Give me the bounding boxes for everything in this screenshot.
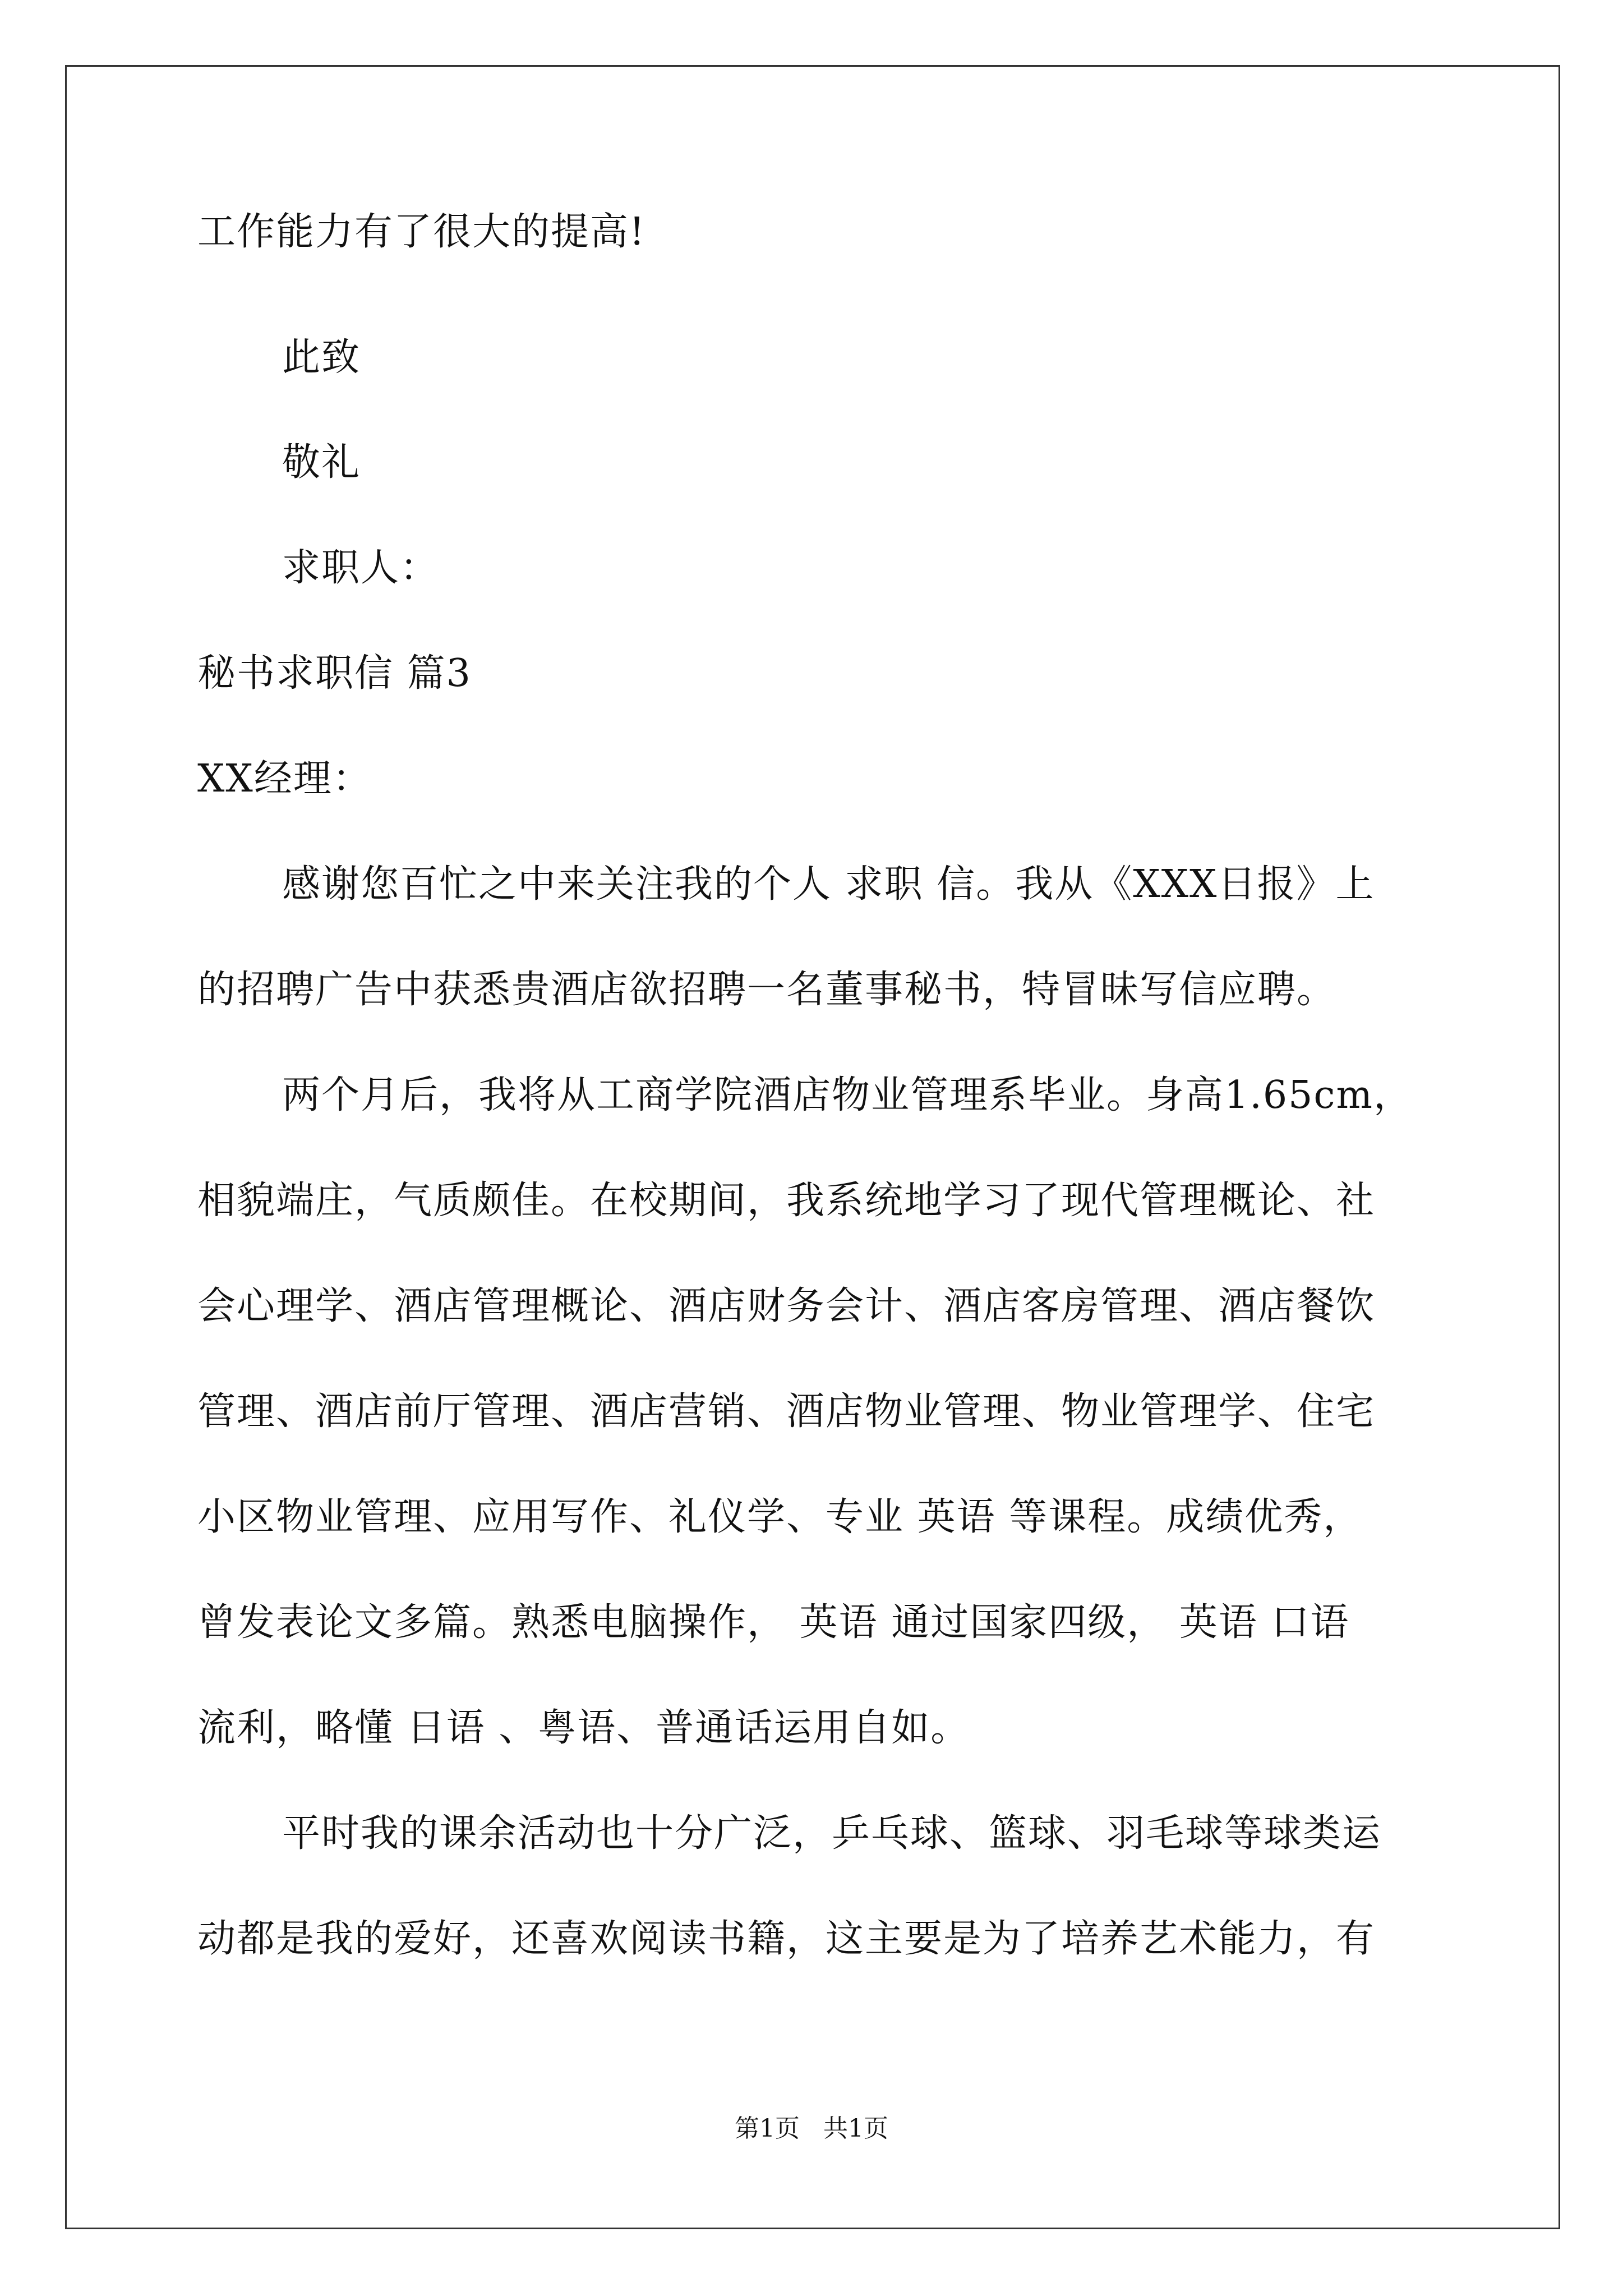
paragraph-2-line-3: 会心理学、酒店管理概论、酒店财务会计、酒店客房管理、酒店餐饮 bbox=[197, 1284, 1376, 1328]
paragraph-2-line-7: 流利，略懂 日语 、粤语、普通话运用自如。 bbox=[197, 1706, 970, 1750]
paragraph-2-line-5: 小区物业管理、应用写作、礼仪学、专业 英语 等课程。成绩优秀， bbox=[197, 1495, 1363, 1539]
closing-salutation: 此致 bbox=[282, 335, 361, 380]
paragraph-2-line-6: 曾发表论文多篇。熟悉电脑操作， 英语 通过国家四级， 英语 口语 bbox=[197, 1600, 1350, 1645]
paragraph-2-line-4: 管理、酒店前厅管理、酒店营销、酒店物业管理、物业管理学、住宅 bbox=[197, 1389, 1376, 1434]
page-border bbox=[65, 65, 1560, 2229]
text-line-continuation: 工作能力有了很大的提高! bbox=[197, 210, 646, 254]
paragraph-2-line-1: 两个月后，我将从工商学院酒店物业管理系毕业。身高1.65cm， bbox=[282, 1073, 1413, 1117]
signature-label: 求职人： bbox=[282, 546, 440, 590]
section-heading: 秘书求职信 篇3 bbox=[197, 651, 472, 696]
paragraph-3-line-1: 平时我的课余活动也十分广泛，乒乓球、篮球、羽毛球等球类运 bbox=[282, 1811, 1382, 1856]
paragraph-3-line-2: 动都是我的爱好，还喜欢阅读书籍，这主要是为了培养艺术能力，有 bbox=[197, 1917, 1376, 1961]
paragraph-2-line-2: 相貌端庄，气质颇佳。在校期间，我系统地学习了现代管理概论、社 bbox=[197, 1179, 1376, 1223]
paragraph-1-line-2: 的招聘广告中获悉贵酒店欲招聘一名董事秘书，特冒昧写信应聘。 bbox=[197, 968, 1336, 1012]
closing-regards: 敬礼 bbox=[282, 440, 361, 485]
page-number-footer: 第1页 共1页 bbox=[735, 2114, 888, 2143]
letter-addressee: XX经理： bbox=[197, 757, 372, 801]
paragraph-1-line-1: 感谢您百忙之中来关注我的个人 求职 信。我从《XXX日报》上 bbox=[282, 862, 1375, 907]
